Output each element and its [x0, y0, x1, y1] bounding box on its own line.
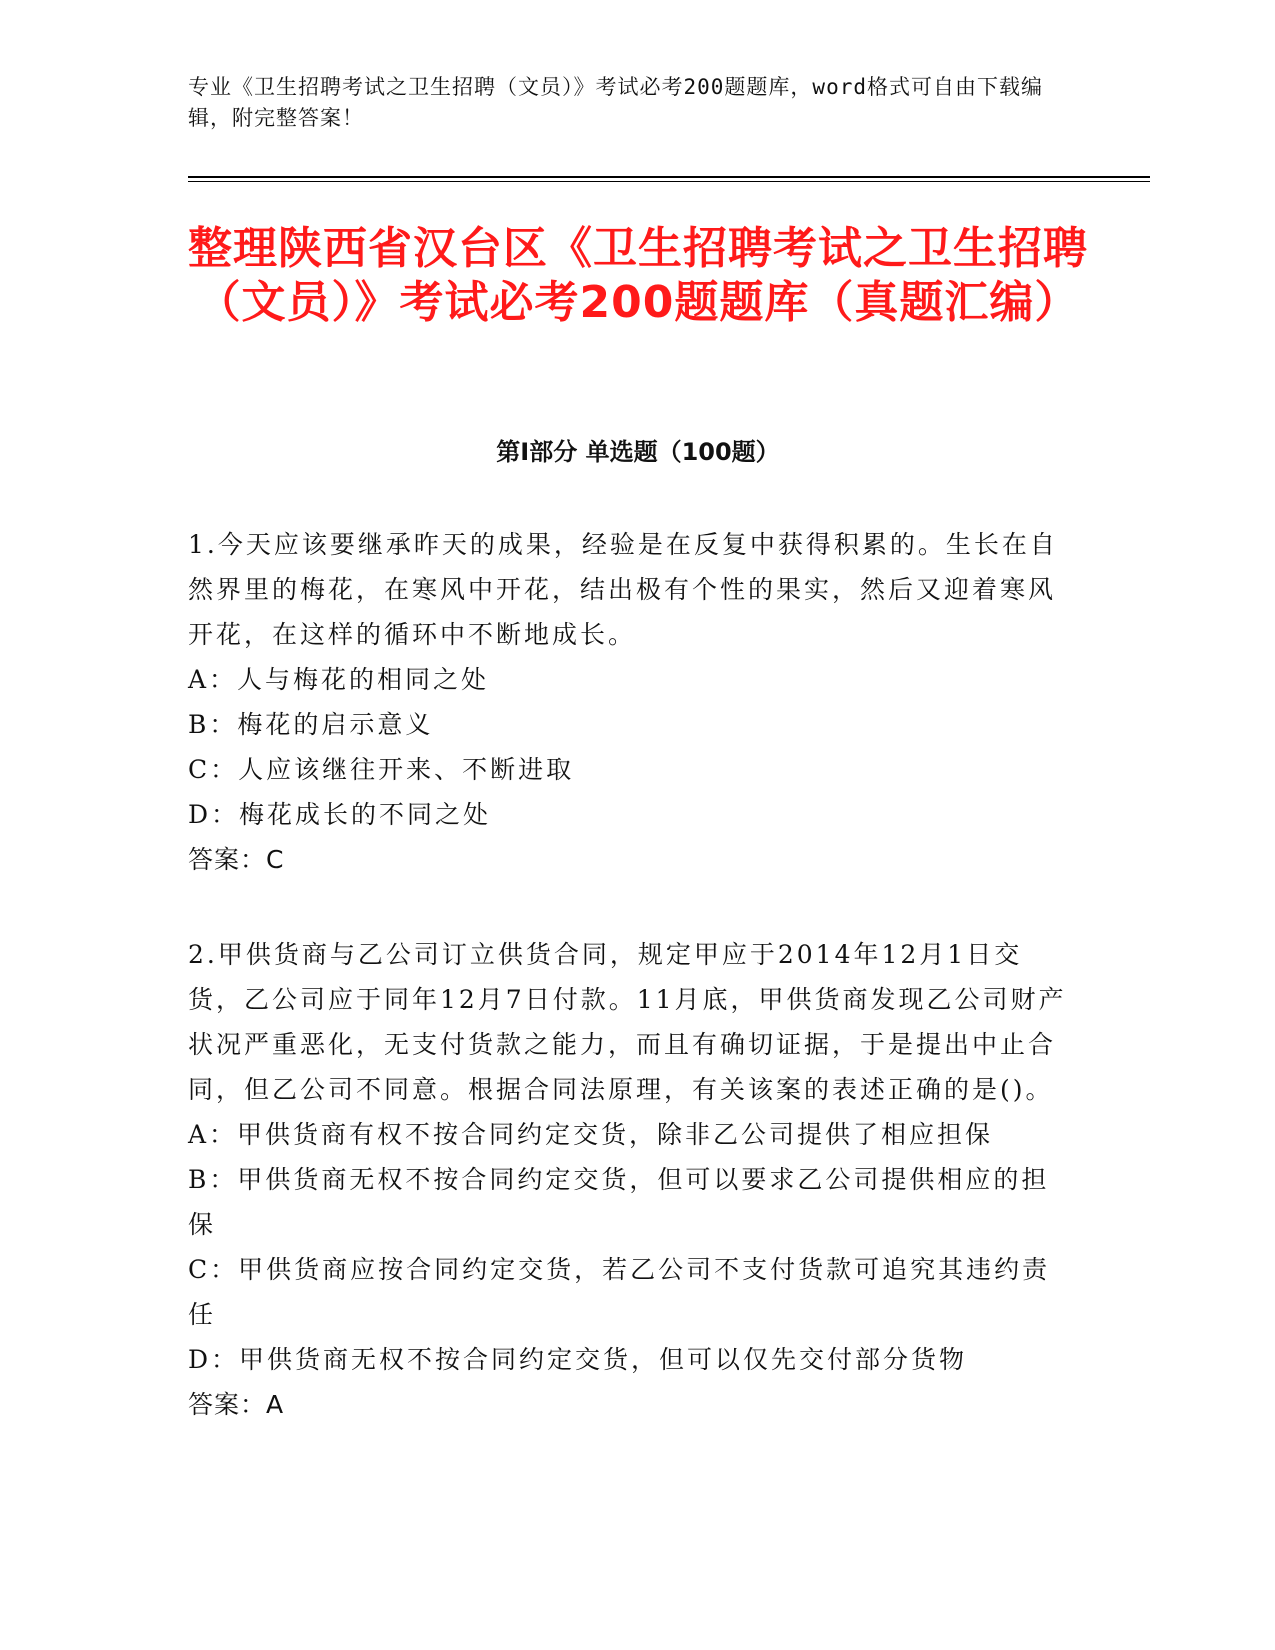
header-note: 专业《卫生招聘考试之卫生招聘（文员）》考试必考200题题库，word格式可自由下载编辑，附完整答案！ — [188, 75, 1043, 130]
document-title: 整理陕西省汉台区《卫生招聘考试之卫生招聘（文员）》考试必考200题题库（真题汇编） — [188, 223, 1088, 328]
question-stem: 1.今天应该要继承昨天的成果，经验是在反复中获得积累的。生长在自然界里的梅花，在寒风中开花，结出极有个性的果实，然后又迎着寒风开花，在这样的循环中不断地成长。 — [188, 530, 1058, 649]
option-d: D：梅花成长的不同之处 — [188, 800, 492, 829]
question-block-2 — [188, 932, 1068, 1427]
option-a: A：人与梅花的相同之处 — [188, 665, 490, 694]
option-b: B：甲供货商无权不按合同约定交货，但可以要求乙公司提供相应的担保 — [188, 1165, 1050, 1239]
answer-line: 答案：A — [188, 1390, 285, 1419]
question-stem: 2.甲供货商与乙公司订立供货合同，规定甲应于2014年12月1日交货，乙公司应于同年12月7日付款。11月底，甲供货商发现乙公司财产状况严重恶化，无支付货款之能力，而且有确切证据，于是提出中止合同，但乙公司不同意。根据合同法原理，有关该案的表述正确的是()。 — [188, 940, 1067, 1104]
answer-line: 答案：C — [188, 845, 285, 874]
section-title: 第Ⅰ部分 单选题（100题） — [496, 438, 780, 466]
option-c: C：甲供货商应按合同约定交货，若乙公司不支付货款可追究其违约责任 — [188, 1255, 1051, 1329]
question-block-1 — [188, 522, 1068, 882]
option-a: A：甲供货商有权不按合同约定交货，除非乙公司提供了相应担保 — [188, 1120, 994, 1149]
option-c: C：人应该继往开来、不断进取 — [188, 755, 575, 784]
option-b: B：梅花的启示意义 — [188, 710, 434, 739]
header-rule-thin — [188, 181, 1150, 182]
header-rule-thick — [188, 176, 1150, 178]
option-d: D：甲供货商无权不按合同约定交货，但可以仅先交付部分货物 — [188, 1345, 968, 1374]
